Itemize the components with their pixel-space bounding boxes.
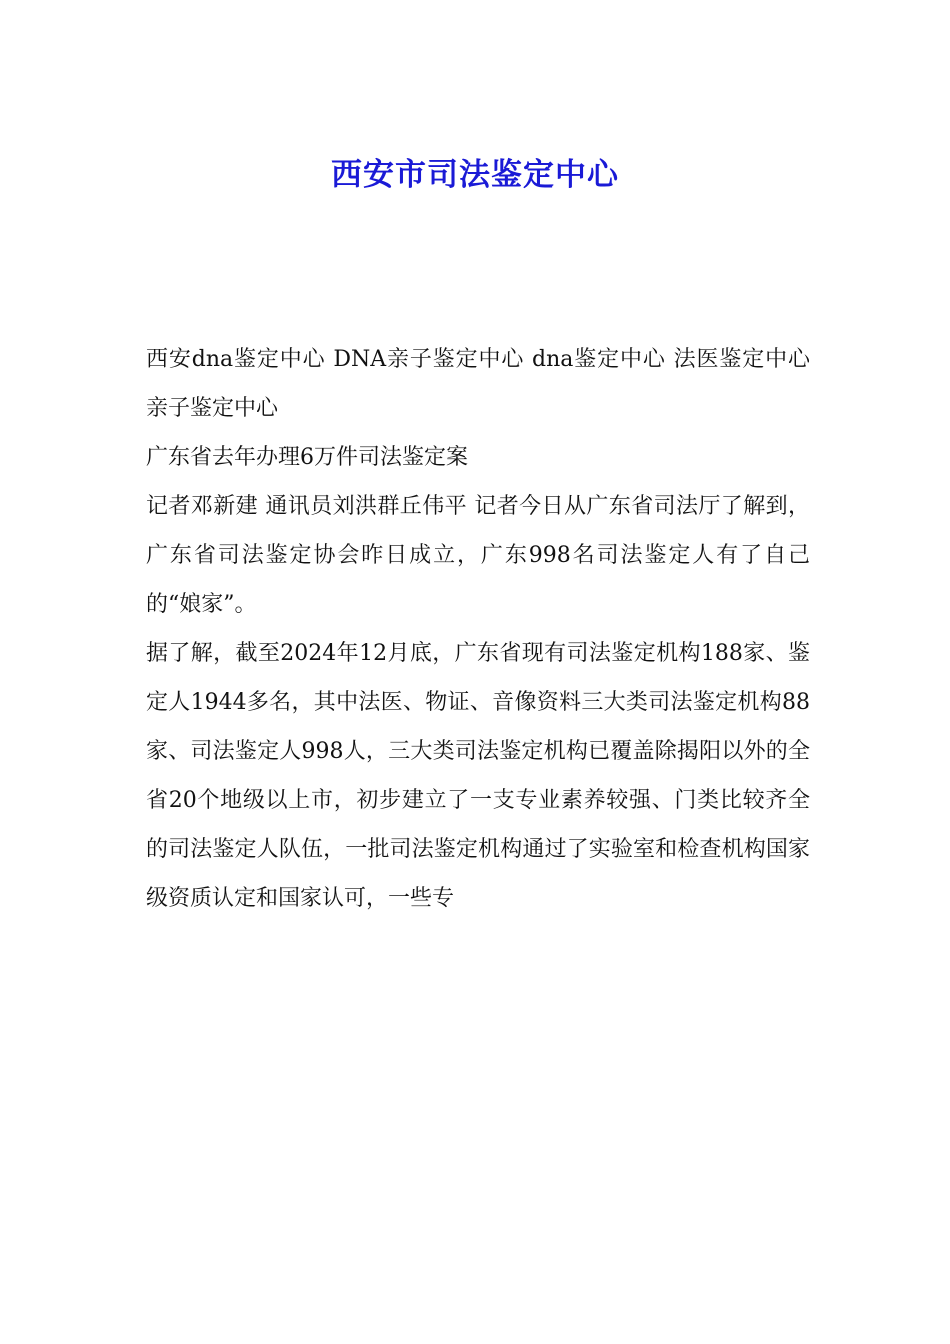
document-body xyxy=(146,335,810,923)
document-title: 西安市司法鉴定中心 xyxy=(331,156,619,193)
paragraph-statistics: 据了解，截至2024年12月底，广东省现有司法鉴定机构188家、鉴定人1944多名，其中法医、物证、音像资料三大类司法鉴定机构88家、司法鉴定人998人，三大类司法鉴定机构已覆盖除揭阳以外的全省20个地级以上市，初步建立了一支专业素养较强、门类比较齐全的司法鉴定人队伍，一批司法鉴定机构通过了实验室和检查机构国家级资质认定和国家认可，一些专 xyxy=(146,641,810,911)
paragraph-keywords: 西安dna鉴定中心 DNA亲子鉴定中心 dna鉴定中心 法医鉴定中心 亲子鉴定中心 xyxy=(146,347,810,421)
paragraph-headline: 广东省去年办理6万件司法鉴定案 xyxy=(146,445,468,470)
paragraph-reporter: 记者邓新建 通讯员刘洪群丘伟平 记者今日从广东省司法厅了解到，广东省司法鉴定协会昨日成立，广东998名司法鉴定人有了自己的“娘家”。 xyxy=(146,494,810,617)
